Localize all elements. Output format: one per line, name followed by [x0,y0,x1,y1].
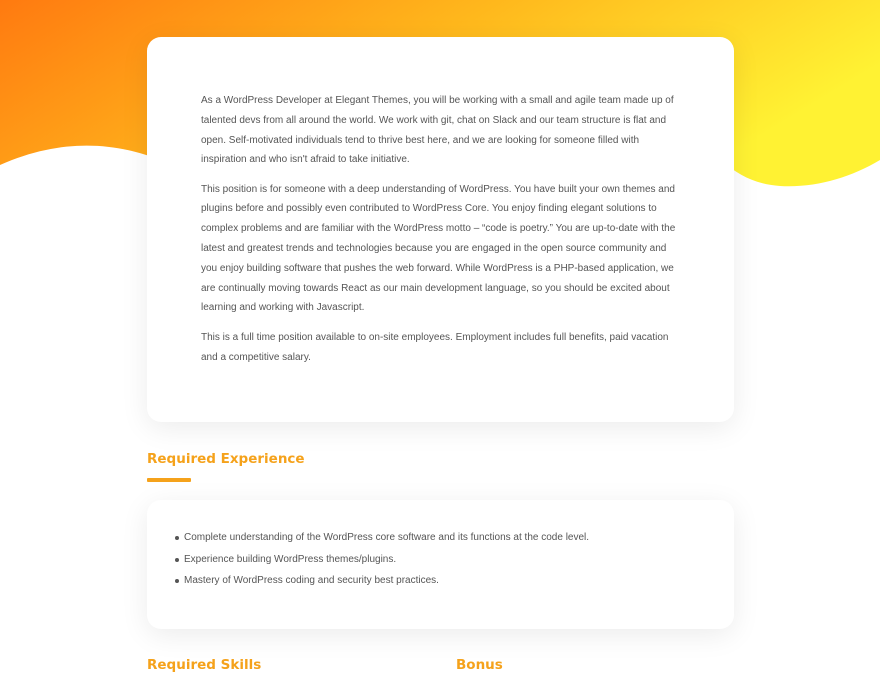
required-experience-underline [147,478,191,482]
list-item [147,528,589,550]
intro-paragraph-employment: This is a full time position available to on-site employees. Employment includes full benefits, paid vacation and a competitive salary. [201,331,669,363]
required-skills-heading: Required Skills [147,657,262,673]
required-experience-heading: Required Experience [147,451,305,467]
list-item-text: Complete understanding of the WordPress core software and its functions at the code level. [184,532,590,543]
intro-paragraph-position: This position is for someone with a deep understanding of WordPress. You have built your own themes and plugins before and possibly even contributed to WordPress Core. You enjoy finding elegant solutions to complex problems and are familiar with the WordPress motto – “code is poetry.” You are up-to-date with the latest and greatest trends and technologies because you are engaged in the open source community and you enjoy building software that pushes the web forward. While WordPress is a PHP-based application, we are continually moving towards React as our main development language, so you should be excited about learning and working with Javascript. [201,183,676,314]
bullet-icon [175,536,179,540]
bullet-icon [175,579,179,583]
list-item-text: Mastery of WordPress coding and security best practices. [184,575,439,586]
list-item-text: Experience building WordPress themes/plugins. [184,553,397,565]
required-experience-list [147,528,589,593]
list-item [147,550,589,572]
bonus-heading: Bonus [456,657,503,673]
intro-paragraph-team: As a WordPress Developer at Elegant Themes, you will be working with a small and agile team made up of talented devs from all around the world. We work with git, chat on Slack and our team structure is flat and open. Self-motivated individuals tend to thrive best here, and we are looking for someone filled with inspiration and who isn't afraid to take initiative. [201,95,674,166]
job-description-card [147,37,734,422]
job-description-text [201,91,681,377]
list-item [147,571,589,593]
required-experience-card [147,500,734,629]
bullet-icon [175,558,179,562]
